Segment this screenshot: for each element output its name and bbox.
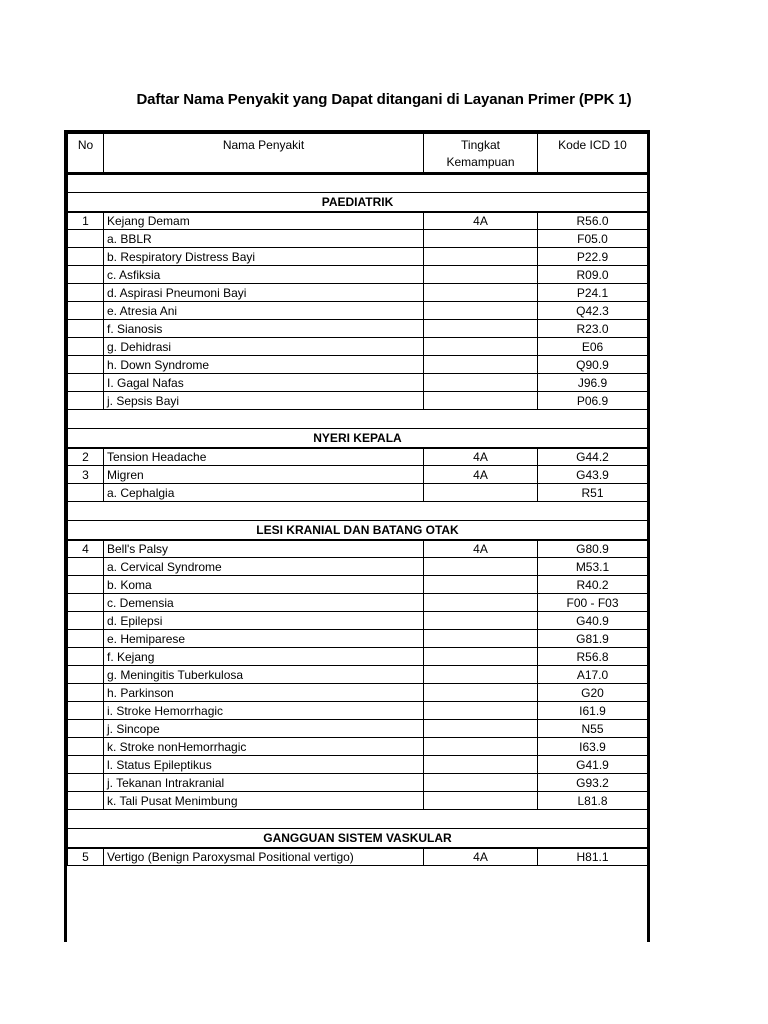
row-no: 5	[68, 848, 104, 866]
table-row	[68, 266, 648, 284]
row-level	[424, 738, 538, 756]
spacer-row	[68, 502, 648, 521]
row-icd-code: R23.0	[538, 320, 648, 338]
row-icd-code: A17.0	[538, 666, 648, 684]
table-row	[68, 248, 648, 266]
row-level	[424, 302, 538, 320]
row-disease-name: Bell's Palsy	[104, 540, 424, 558]
row-disease-name: a. Cephalgia	[104, 484, 424, 502]
row-disease-name: Tension Headache	[104, 448, 424, 466]
row-no: 4	[68, 540, 104, 558]
row-icd-code: G93.2	[538, 774, 648, 792]
row-level	[424, 558, 538, 576]
row-level	[424, 374, 538, 392]
row-level	[424, 684, 538, 702]
table-row	[68, 720, 648, 738]
header-icd: Kode ICD 10	[538, 134, 648, 174]
row-icd-code: L81.8	[538, 792, 648, 810]
row-disease-name: a. Cervical Syndrome	[104, 558, 424, 576]
table-row	[68, 774, 648, 792]
row-icd-code: G80.9	[538, 540, 648, 558]
row-no	[68, 558, 104, 576]
header-name: Nama Penyakit	[104, 134, 424, 174]
header-level-line1: Tingkat	[461, 138, 500, 152]
row-disease-name: d. Aspirasi Pneumoni Bayi	[104, 284, 424, 302]
row-disease-name: b. Koma	[104, 576, 424, 594]
row-no	[68, 774, 104, 792]
row-level	[424, 774, 538, 792]
row-no	[68, 576, 104, 594]
row-no	[68, 702, 104, 720]
spacer-row	[68, 174, 648, 193]
row-icd-code: P24.1	[538, 284, 648, 302]
row-level: 4A	[424, 448, 538, 466]
table-row	[68, 448, 648, 466]
row-icd-code: E06	[538, 338, 648, 356]
row-icd-code: R56.0	[538, 212, 648, 230]
row-level: 4A	[424, 848, 538, 866]
table-row	[68, 320, 648, 338]
row-level: 4A	[424, 540, 538, 558]
row-level	[424, 612, 538, 630]
row-no	[68, 374, 104, 392]
row-no: 1	[68, 212, 104, 230]
table-row	[68, 684, 648, 702]
row-disease-name: g. Meningitis Tuberkulosa	[104, 666, 424, 684]
row-icd-code: G20	[538, 684, 648, 702]
row-icd-code: Q42.3	[538, 302, 648, 320]
table-row	[68, 392, 648, 410]
row-level: 4A	[424, 466, 538, 484]
row-disease-name: c. Demensia	[104, 594, 424, 612]
row-no	[68, 666, 104, 684]
row-icd-code: G40.9	[538, 612, 648, 630]
row-disease-name: I. Gagal Nafas	[104, 374, 424, 392]
table-header-row	[68, 134, 648, 174]
header-no: No	[68, 134, 104, 174]
row-disease-name: k. Stroke nonHemorrhagic	[104, 738, 424, 756]
row-disease-name: i. Stroke Hemorrhagic	[104, 702, 424, 720]
row-icd-code: P22.9	[538, 248, 648, 266]
disease-table	[67, 133, 648, 906]
row-disease-name: Migren	[104, 466, 424, 484]
section-header-row	[68, 193, 648, 212]
spacer-cell	[68, 174, 648, 193]
table-row	[68, 848, 648, 866]
table-row	[68, 792, 648, 810]
row-level	[424, 630, 538, 648]
row-no	[68, 484, 104, 502]
section-header-row	[68, 521, 648, 540]
spacer-cell	[68, 502, 648, 521]
row-icd-code: F00 - F03	[538, 594, 648, 612]
row-disease-name: b. Respiratory Distress Bayi	[104, 248, 424, 266]
row-disease-name: Vertigo (Benign Paroxysmal Positional vertigo)	[104, 848, 424, 866]
row-disease-name: j. Sincope	[104, 720, 424, 738]
row-no	[68, 302, 104, 320]
table-row	[68, 738, 648, 756]
row-icd-code: R09.0	[538, 266, 648, 284]
row-icd-code: M53.1	[538, 558, 648, 576]
row-disease-name: j. Sepsis Bayi	[104, 392, 424, 410]
table-row	[68, 284, 648, 302]
row-no: 2	[68, 448, 104, 466]
row-no	[68, 792, 104, 810]
header-level-line2: Kemampuan	[446, 155, 515, 169]
row-disease-name: c. Asfiksia	[104, 266, 424, 284]
row-icd-code: G44.2	[538, 448, 648, 466]
row-icd-code: G43.9	[538, 466, 648, 484]
row-icd-code: F05.0	[538, 230, 648, 248]
row-no	[68, 648, 104, 666]
row-no	[68, 248, 104, 266]
row-no	[68, 720, 104, 738]
row-icd-code: R56.8	[538, 648, 648, 666]
document-title: Daftar Nama Penyakit yang Dapat ditangani di Layanan Primer (PPK 1)	[136, 91, 632, 108]
row-icd-code: H81.1	[538, 848, 648, 866]
table-row	[68, 230, 648, 248]
section-header-row	[68, 829, 648, 848]
section-header-row	[68, 429, 648, 448]
row-level	[424, 320, 538, 338]
row-level	[424, 284, 538, 302]
empty-row	[68, 866, 648, 906]
row-level	[424, 594, 538, 612]
row-icd-code: Q90.9	[538, 356, 648, 374]
row-disease-name: h. Parkinson	[104, 684, 424, 702]
row-icd-code: R40.2	[538, 576, 648, 594]
spacer-cell	[68, 410, 648, 429]
row-no	[68, 738, 104, 756]
row-disease-name: j. Tekanan Intrakranial	[104, 774, 424, 792]
table-row	[68, 484, 648, 502]
table-row	[68, 212, 648, 230]
table-row	[68, 558, 648, 576]
table-row	[68, 612, 648, 630]
row-icd-code: J96.9	[538, 374, 648, 392]
table-row	[68, 338, 648, 356]
row-disease-name: k. Tali Pusat Menimbung	[104, 792, 424, 810]
section-title: NYERI KEPALA	[68, 429, 648, 448]
row-icd-code: G81.9	[538, 630, 648, 648]
row-icd-code: I61.9	[538, 702, 648, 720]
spacer-row	[68, 810, 648, 829]
row-level: 4A	[424, 212, 538, 230]
row-icd-code: G41.9	[538, 756, 648, 774]
row-level	[424, 356, 538, 374]
row-level	[424, 230, 538, 248]
row-level	[424, 576, 538, 594]
row-no	[68, 612, 104, 630]
row-no	[68, 230, 104, 248]
row-level	[424, 756, 538, 774]
row-level	[424, 702, 538, 720]
row-level	[424, 338, 538, 356]
row-disease-name: f. Kejang	[104, 648, 424, 666]
table-row	[68, 356, 648, 374]
table-row	[68, 576, 648, 594]
row-no: 3	[68, 466, 104, 484]
section-title: GANGGUAN SISTEM VASKULAR	[68, 829, 648, 848]
row-level	[424, 792, 538, 810]
row-icd-code: N55	[538, 720, 648, 738]
table-row	[68, 594, 648, 612]
table-row	[68, 466, 648, 484]
table-row	[68, 756, 648, 774]
row-no	[68, 356, 104, 374]
row-disease-name: a. BBLR	[104, 230, 424, 248]
row-no	[68, 266, 104, 284]
header-level	[424, 134, 538, 174]
spacer-row	[68, 410, 648, 429]
row-level	[424, 720, 538, 738]
table-row	[68, 302, 648, 320]
row-no	[68, 630, 104, 648]
row-disease-name: Kejang Demam	[104, 212, 424, 230]
row-no	[68, 284, 104, 302]
row-icd-code: I63.9	[538, 738, 648, 756]
row-no	[68, 320, 104, 338]
empty-cell	[68, 866, 648, 906]
disease-table-sheet	[64, 130, 650, 942]
section-title: PAEDIATRIK	[68, 193, 648, 212]
row-level	[424, 392, 538, 410]
row-disease-name: e. Atresia Ani	[104, 302, 424, 320]
row-level	[424, 648, 538, 666]
spacer-cell	[68, 810, 648, 829]
table-row	[68, 702, 648, 720]
row-disease-name: f. Sianosis	[104, 320, 424, 338]
row-icd-code: P06.9	[538, 392, 648, 410]
table-row	[68, 648, 648, 666]
row-level	[424, 248, 538, 266]
row-no	[68, 756, 104, 774]
row-no	[68, 392, 104, 410]
table-row	[68, 630, 648, 648]
row-no	[68, 684, 104, 702]
row-disease-name: h. Down Syndrome	[104, 356, 424, 374]
row-disease-name: d. Epilepsi	[104, 612, 424, 630]
row-level	[424, 666, 538, 684]
table-row	[68, 540, 648, 558]
row-level	[424, 484, 538, 502]
row-disease-name: l. Status Epileptikus	[104, 756, 424, 774]
row-level	[424, 266, 538, 284]
row-no	[68, 594, 104, 612]
row-no	[68, 338, 104, 356]
table-row	[68, 666, 648, 684]
section-title: LESI KRANIAL DAN BATANG OTAK	[68, 521, 648, 540]
row-icd-code: R51	[538, 484, 648, 502]
row-disease-name: g. Dehidrasi	[104, 338, 424, 356]
table-row	[68, 374, 648, 392]
row-disease-name: e. Hemiparese	[104, 630, 424, 648]
